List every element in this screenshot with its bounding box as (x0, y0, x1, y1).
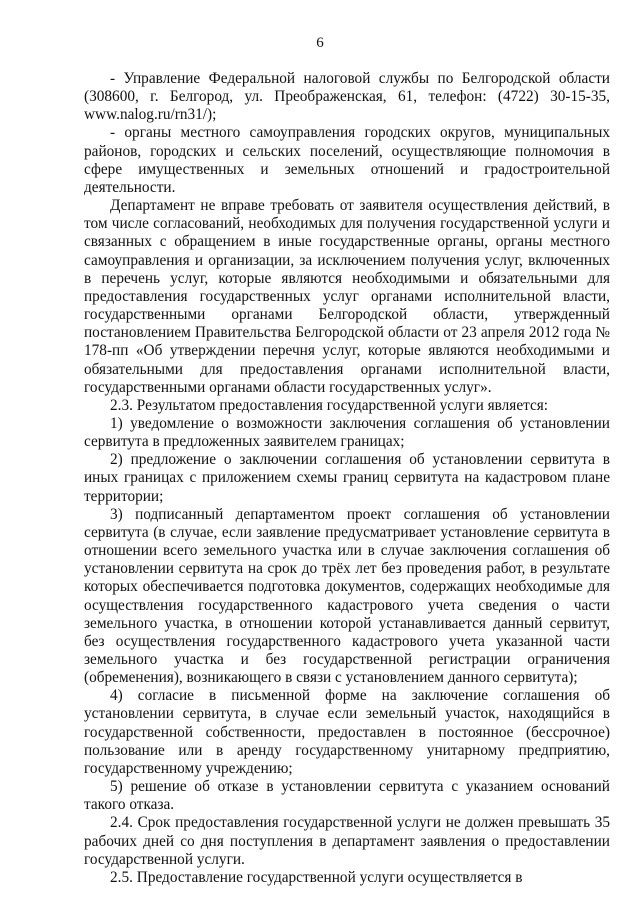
document-body (84, 70, 610, 887)
list-item-result-2: 2) предложение о заключении соглашения об установлении сервитута в иных границах с приложением схемы границ сервитута на кадастровом плане территории; (84, 451, 610, 505)
list-item-result-5: 5) решение об отказе в установлении сервитута с указанием оснований такого отказа. (84, 778, 610, 814)
paragraph-section-2-4: 2.4. Срок предоставления государственной услуги не должен превышать 35 рабочих дней со дня поступления в департамент заявления о предоставлении государственной услуги. (84, 814, 610, 868)
list-item-result-4: 4) согласие в письменной форме на заключение соглашения об установлении сервитута, в случае если земельный участок, находящийся в государственной собственности, предоставлен в постоянное (бессрочное) пользование или в аренду государственному унитарному предприятию, государственному учреждению; (84, 687, 610, 777)
paragraph-section-2-5: 2.5. Предоставление государственной услуги осуществляется в (110, 868, 523, 886)
paragraph-department-restrictions: Департамент не вправе требовать от заявителя осуществления действий, в том числе согласований, необходимых для получения государственной услуги и связанных с обращением в иные государственные органы, органы местного самоуправления и организации, за исключением получения услуг, включенных в перечень услуг, которые являются необходимыми и обязательными для предоставления государственных услуг органами исполнительной власти, государственными органами Белгородской области, утвержденный постановлением Правительства Белгородской области от 23 апреля 2012 года № 178-пп «Об утверждении перечня услуг, которые являются необходимыми и обязательными для предоставления органами исполнительной власти, государственными органами области государственных услуг». (84, 197, 610, 396)
paragraph-tax-service: - Управление Федеральной налоговой службы по Белгородской области (308600, г. Белгород, ул. Преображенская, 61, телефон: (4722) 30-15-35, www.nalog.ru/rn31/); (84, 70, 610, 124)
list-item-result-1: 1) уведомление о возможности заключения соглашения об установлении сервитута в предложенных заявителем границах; (84, 414, 610, 451)
paragraph-local-authorities: - органы местного самоуправления городских округов, муниципальных районов, городских и сельских поселений, осуществляющие полномочия в сфере имущественных и земельных отношений и градостроительной деятельности. (84, 124, 610, 196)
page-number: 6 (316, 35, 324, 51)
list-item-result-3: 3) подписанный департаментом проект соглашения об установлении сервитута (в случае, если заявление предусматривает установление сервитута в отношении всего земельного участка или в случае заключения соглашения об установлении сервитута на срок до трёх лет без проведения работ, в результате которых обеспечивается подготовка документов, содержащих необходимые для осуществления государственного кадастрового учета сведения о части земельного участка, в отношении которой устанавливается данный сервитут, без осуществления государственного кадастрового учета указанной части земельного участка и без государственной регистрации ограничения (обременения), возникающего в связи с установлением данного сервитута); (84, 505, 610, 687)
paragraph-section-2-3-heading: 2.3. Результатом предоставления государственной услуги является: (110, 396, 549, 414)
